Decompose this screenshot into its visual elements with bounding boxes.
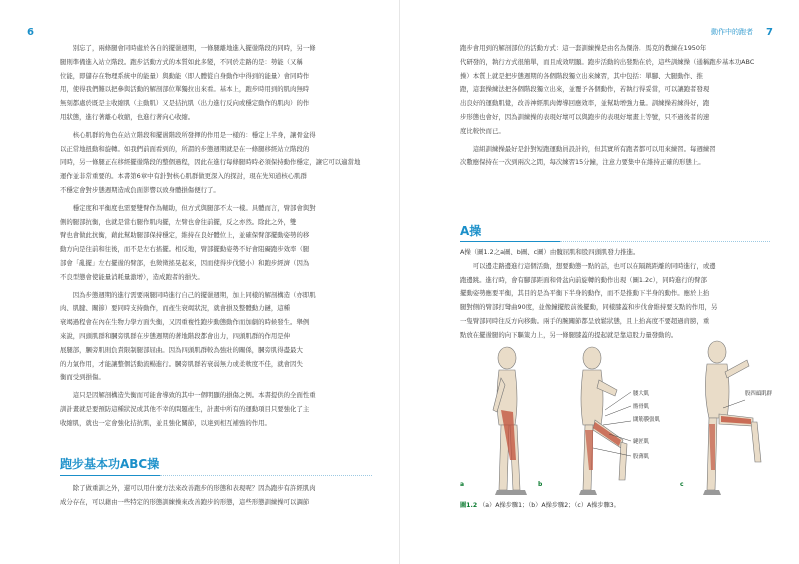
text-line: 別忘了，兩條腿會同時處於各自的擺盪週期，一條腿離地進入擺盪階段的同時，另一條 bbox=[60, 44, 316, 52]
text-line: 出良好的運動肌覺，改善神經肌肉傳導回應效率，並幫助增強力量。訓練操若練得好，跑 bbox=[460, 99, 710, 108]
text-line: 部會「亂擺」左右擺盪的臂部，也徵徵搖晃起來，因而使得步伐變小）和跑步經濟（因為 bbox=[60, 258, 310, 267]
figure-panel-label-c: c bbox=[680, 481, 684, 488]
text-line: 代研發的，執行方式很簡單，而且成效明顯。跑步活動的出發點在於，這些訓練操（通稱跑步基本功ABC bbox=[460, 57, 755, 66]
figure-panel-label-b: b bbox=[538, 481, 543, 488]
text-line: 衰竭過程會在內在生物力學方面失衡，又因重複性跑步動態動作而加劇的時候發生。舉例 bbox=[60, 318, 310, 327]
text-line: 展腿部，膕旁肌則負責限制腿部屈曲。因為四頭肌群較為強壯的關係，膕旁肌得盡最大 bbox=[60, 345, 303, 354]
figure-caption-text: （a）A操步驟1；（b）A操步驟2；（c）A操步驟3。 bbox=[479, 502, 620, 509]
paragraph bbox=[60, 202, 372, 285]
text-line: 步形態也會好，因為訓練操的表現好壞可以與跑步的表現好壞畫上等號，只不過後者的速 bbox=[460, 112, 710, 121]
figure-panel-label-a: a bbox=[460, 481, 465, 488]
section-dotted-rule bbox=[160, 475, 372, 476]
text-line: 除了做重訓之外，還可以用什麼方法來改善跑步的形態和表現呢？因為跑步有許經肌肉 bbox=[60, 484, 316, 492]
muscle-label-sartorius: 縫匠肌 bbox=[633, 439, 650, 445]
text-line: 不良型態會使能量消耗量激增），造成跑者的損失。 bbox=[60, 272, 204, 281]
section-rule bbox=[60, 475, 160, 476]
text-line: 跑步會用到的解剖部位的活動方式：這一套訓練操是由名為傑洛．馬克的教練在1950年 bbox=[460, 44, 707, 52]
right-body-text bbox=[460, 42, 770, 174]
section-dotted-rule-a bbox=[560, 241, 770, 242]
text-line: 次數應保持在一次到兩次之間，每次練習15分鐘，注意力要集中在維持正確的形態上。 bbox=[460, 158, 705, 167]
text-line: 同時，另一條腿正在移經擺盪階段的整個過程，因此在進行每條腿時時必須保持動作穩定，讓它可以適當地 bbox=[60, 158, 361, 167]
text-line: 臂也會做此抗衡，藉此幫助腿部保持穩定，維持在良好體位上，並確保臂部擺動姿勢的移 bbox=[60, 231, 310, 240]
left-page-number: 6 bbox=[27, 27, 34, 38]
text-line: 來說，四頭肌群和膕旁肌群在步態週期的著地階段都會出力，四頭肌群的作用是伸 bbox=[60, 331, 291, 340]
text-line: 一隻臂部同時往反方向移動。兩手的腕關節都呈放鬆狀態，且上抬高度不要超過肩膀，重 bbox=[460, 316, 710, 325]
text-line: 這組訓練操最好是針對短跑運動員設計的，但其實所有跑者都可以用來練習。每週練習 bbox=[460, 144, 716, 153]
text-line: 因為步態週期的進行需要兩腿同時進行自己的擺盪週期，加上同樣的解剖構造（亦即肌 bbox=[60, 290, 316, 299]
figure-caption-number: 圖1.2 bbox=[460, 502, 478, 509]
text-line: 動方向是往前和往後，而不是左右搖擺。相反地，臂部擺動姿勢不好會阻礙跑步效率（腿 bbox=[60, 245, 310, 254]
text-line: 不穩定會對步態週期造成負面影響以致身體損傷便行了。 bbox=[60, 185, 220, 194]
section-rule-a bbox=[460, 241, 560, 242]
text-line: 度比較快而已。 bbox=[460, 126, 505, 135]
text-line: 成分存在，可以藉由一些特定的形態訓練操來改善跑步的形態，這些形態訓練操可以調節 bbox=[60, 497, 310, 506]
text-line: 腿則準備進入站立階段。跑步活動方式的本質如此多變，不同於走路的是：勢能（又稱 bbox=[60, 57, 303, 66]
text-line: 點放在擺盪腿的向下驅策力上，另一條腿膝蓋的提起就是靠這股力量發動的。 bbox=[460, 330, 678, 339]
text-line: 收縮肌，就也一定會強化拮抗肌，並且強化關節，以達到相互補強的作用。 bbox=[60, 418, 271, 427]
paragraph bbox=[60, 42, 372, 125]
section-heading-a: A操 bbox=[460, 224, 482, 238]
text-line: 核心肌群的角色在站立階段和擺盪階段所發揮的作用是一樣的：穩定上半身，讓骨盆得 bbox=[60, 130, 316, 139]
text-line: 以正常地扭動和旋轉。如我們前面看到的，所謂的步態週期就是在一條腿移經站立階段的 bbox=[60, 144, 310, 153]
paragraph bbox=[460, 42, 770, 139]
text-line: 側的腿部抗衡，也就是當右腿作肌肉擺，左臂也會往前擺，反之亦然。除此之外，雙 bbox=[60, 217, 297, 226]
paragraph bbox=[60, 289, 372, 386]
text-line: 用，使得我們難以把參與活動的解剖部位單獨拉出來看。基本上，跑步時用到的肌肉無時 bbox=[60, 85, 310, 94]
text-line: 衡而受到損傷。 bbox=[60, 373, 105, 382]
figure-a-drill bbox=[455, 330, 785, 500]
left-after-heading-text bbox=[60, 482, 372, 510]
text-line: 用狀態，進行著離心收縮，也進行著向心收縮。 bbox=[60, 112, 195, 121]
section-heading-abc: 跑步基本功ABC操 bbox=[60, 457, 160, 471]
paragraph bbox=[60, 389, 372, 430]
text-line: 跑邊跳。進行時，會有腳部距面和骨盆向前旋轉的動作出現（圖1.2c），同時進行的臂部 bbox=[460, 275, 707, 284]
text-line: 操）本質上就是把步態週期的各個階段獨立出來練習，其中包括：單腳、大腿動作、推 bbox=[460, 71, 703, 80]
text-line: 擺動姿勢應要平衡，其目的是為平衡下半身的動作，而不是推動下半身的動作。應於上抬 bbox=[460, 289, 710, 298]
text-line: 這只是因解剖構造失衡而可能會導致的其中一個明顯的損傷之例。本書提供的全面性重 bbox=[60, 391, 316, 400]
text-line: 肉、肌腱、關節）要同時支持動作，而產生衰竭狀況，就會損及整體動力鏈，這種 bbox=[60, 304, 291, 313]
right-page-number: 7 bbox=[766, 27, 773, 38]
muscle-label-tfl: 闊筋膜張肌 bbox=[633, 417, 660, 423]
text-line: A操（圖1.2之a圖、b圖、c圖）由髖屈肌和股四頭肌發力推進。 bbox=[460, 248, 640, 256]
muscle-label-psoas: 腰大肌 bbox=[633, 391, 650, 397]
text-line: 訓計畫就是要預防這種狀況或其他不幸的問題產生，計畫中所有的運動項目只要強化了主 bbox=[60, 404, 310, 413]
text-line: 穩定度和平衡度也需要雙臂作為輔助，但方式與腿部不太一樣。具體而言，臂部會與對 bbox=[60, 203, 316, 212]
section-a-text bbox=[460, 246, 770, 343]
right-page bbox=[400, 0, 799, 564]
text-line: 腿對側的臂部打彎曲90度，並像鐘擺般前後擺動，同樣膝蓋和步伐會維持要支點的作用，另 bbox=[460, 303, 718, 312]
text-line: 無刻都處於既是主收縮肌（主動肌）又是拮抗肌（出力進行反向或穩定動作的肌肉）的作 bbox=[60, 99, 310, 108]
left-body-text bbox=[60, 42, 372, 435]
text-line: 可以邊走路邊進行這個活動，想要動態一點的話，也可以在隔跳距離的同時進行，或邊 bbox=[460, 261, 716, 270]
figure-caption bbox=[460, 500, 620, 509]
paragraph bbox=[60, 129, 372, 198]
muscle-label-gracilis: 股薄肌 bbox=[633, 454, 650, 460]
muscle-label-quadriceps: 股四頭肌群 bbox=[745, 391, 772, 397]
text-line: 位能，即儲存在物理系統中的能量）與動能（即人體從自身動作中得到的能量）會同時作 bbox=[60, 71, 310, 80]
figure-panel-c-illustration bbox=[703, 341, 761, 495]
text-line: 運作並非常重要的。本書第6章中有針對核心肌群做更深入的探討，現在先知道核心肌群 bbox=[60, 172, 307, 181]
text-line: 的力氣作用，才能讓整個活動流暢進行。膕旁肌群若衰弱無力或柔軟度不佳，就會因失 bbox=[60, 359, 303, 368]
running-header-title: 動作中的跑者 bbox=[711, 28, 753, 36]
figure-panel-b-illustration bbox=[579, 347, 627, 495]
muscle-label-iliacus: 髂骨肌 bbox=[633, 404, 650, 410]
paragraph bbox=[460, 143, 770, 171]
text-line: 蹬，這套操練法把各個階段獨立出來，並覆予各個動作，若執行得妥當，可以讓跑者發現 bbox=[460, 85, 710, 94]
left-page bbox=[0, 0, 399, 564]
figure-panel-a-illustration bbox=[493, 347, 527, 495]
